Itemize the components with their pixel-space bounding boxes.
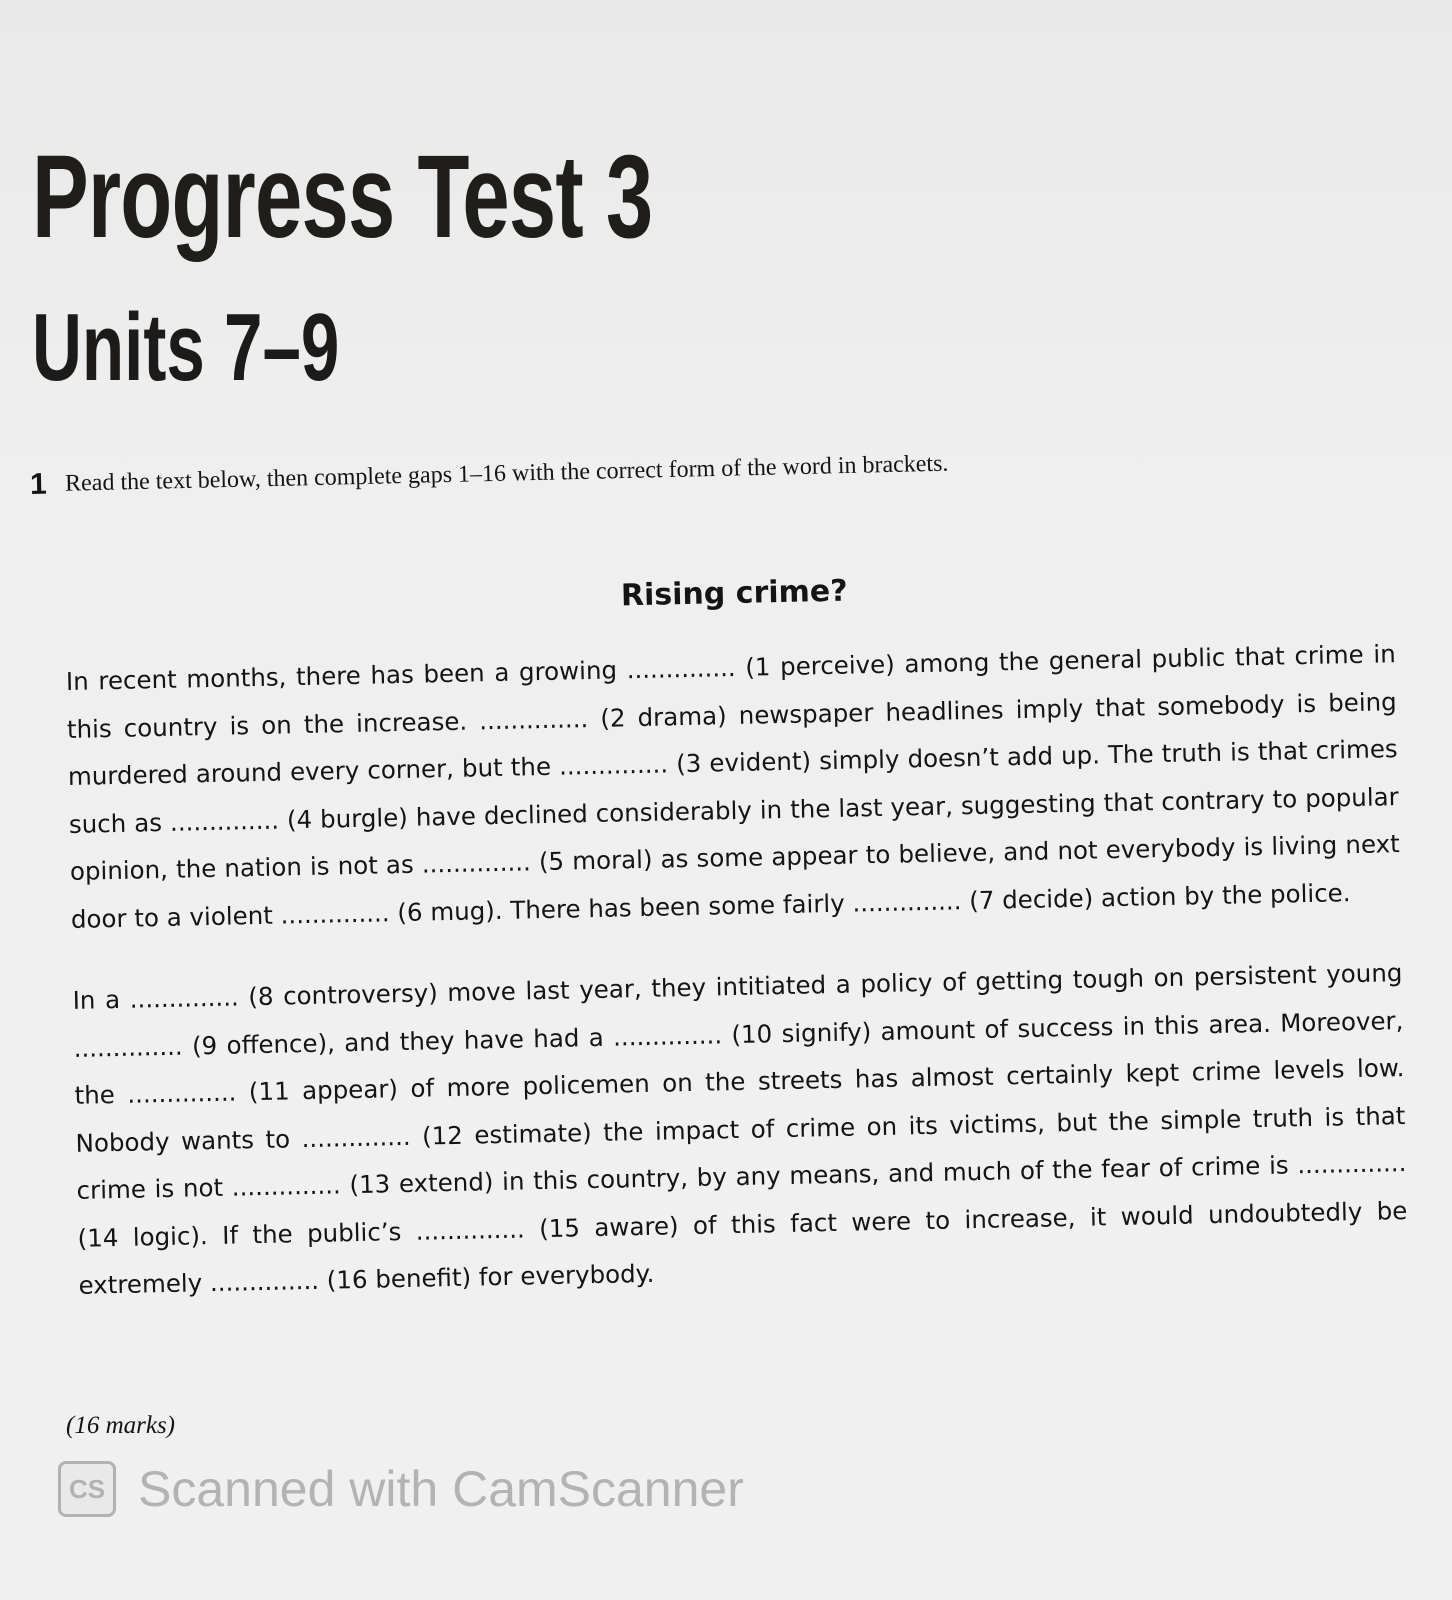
- camscanner-logo-icon: CS: [58, 1461, 116, 1517]
- article-paragraph-1: In recent months, there has been a growing .............. (1 perceive) among the general public that crime in this country is on the increase. .............. (2 drama) newspaper headlines imply that somebody is being murdered around every corner, but the .............. (3 evident) simply doesn’t add up. The truth is that crimes such as .............. (4 burgle) have declined considerably in the last year, suggesting that contrary to popular opinion, the nation is not as .............. (5 moral) as some appear to believe, and not everybody is living next door to a violent .............. (6 mug). There has been some fairly .............. (7 decide) action by the police.: [65, 639, 1400, 934]
- page-subtitle: Units 7–9: [32, 294, 340, 401]
- article-paragraph-2: In a .............. (8 controversy) move last year, they intitiated a policy of getting tough on persistent young .............. (9 offence), and they have had a .............. (10 signify) amount of success in this area. Moreover, the .............. (11 appear) of more policemen on the streets has almost certainly kept crime levels low. Nobody wants to .............. (12 estimate) the impact of crime on its victims, but the simple truth is that crime is not .............. (13 extend) in this country, by any means, and much of the fear of crime is .............. (14 logic). If the public’s .............. (15 aware) of this fact were to increase, it would undoubtedly be extremely .............. (16 benefit) for everybody.: [72, 958, 1408, 1300]
- task-text: Read the text below, then complete gaps 1–16 with the correct form of the word in brackets.: [64, 450, 949, 497]
- task-instruction: [30, 441, 1230, 502]
- marks-label: (16 marks): [66, 1412, 176, 1439]
- article-title: Rising crime?: [620, 573, 848, 614]
- page-title: Progress Test 3: [32, 131, 653, 263]
- watermark-text: Scanned with CamScanner: [138, 1461, 744, 1517]
- task-number: 1: [29, 467, 48, 501]
- camscanner-watermark: [58, 1460, 744, 1518]
- article: [64, 560, 1409, 1309]
